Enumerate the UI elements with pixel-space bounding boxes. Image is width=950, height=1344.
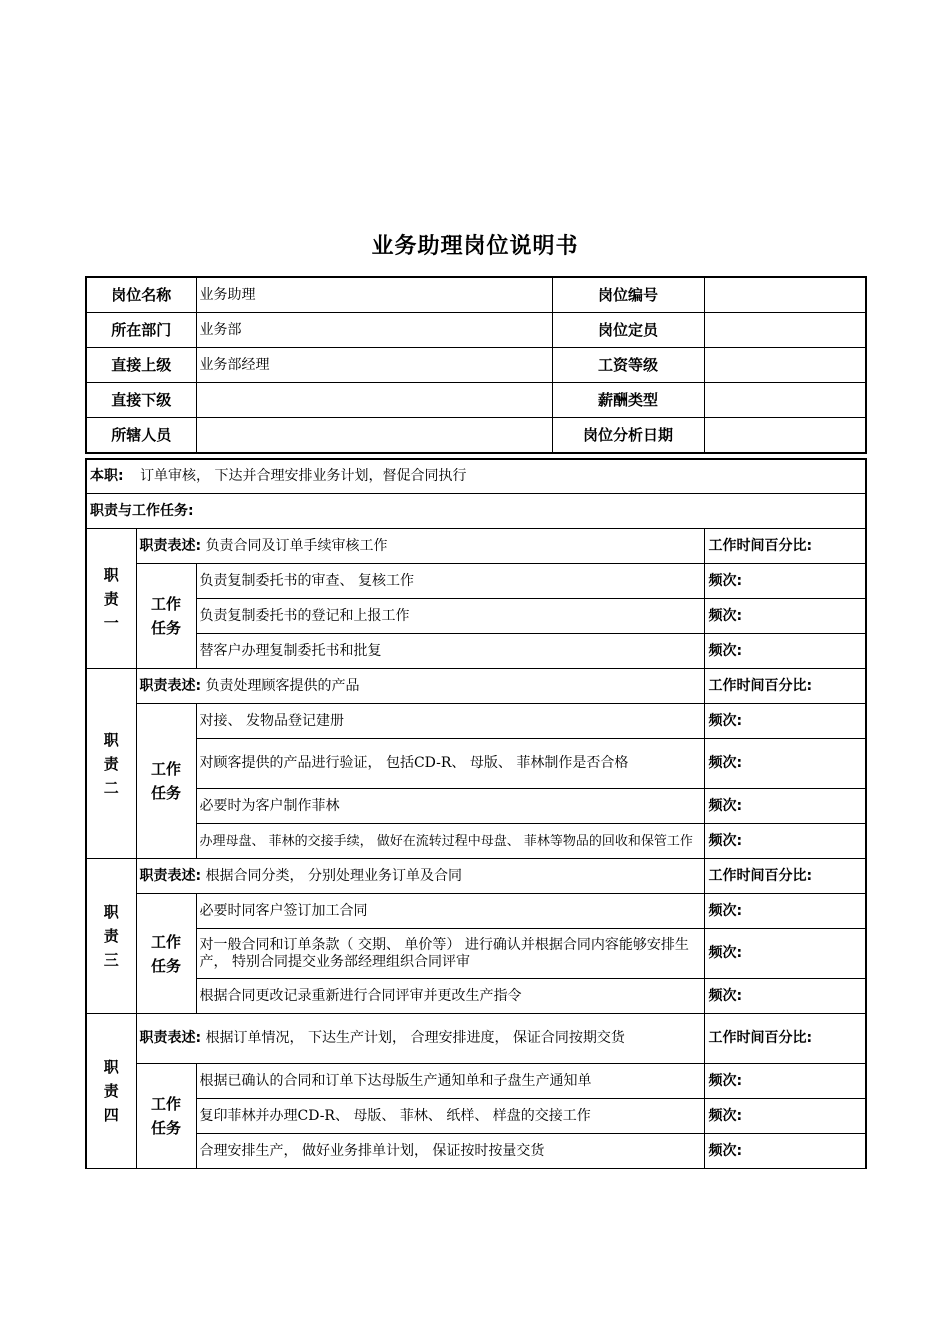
responsibility-3-name: 职 责 三 (86, 859, 136, 1014)
salary-grade-label: 工资等级 (552, 348, 704, 383)
percent-label: 工作时间百分比: (704, 859, 866, 894)
desc-label: 职责表述: (139, 1030, 202, 1046)
headcount-label: 岗位定员 (552, 313, 704, 348)
task-item: 根据已确认的合同和订单下达母版生产通知单和子盘生产通知单 (196, 1064, 704, 1099)
headcount-value (704, 313, 866, 348)
position-name-value: 业务助理 (196, 277, 552, 313)
department-value: 业务部 (196, 313, 552, 348)
table-row (86, 494, 866, 529)
task-item: 合理安排生产， 做好业务排单计划， 保证按时按量交货 (196, 1134, 704, 1169)
task-label: 工作 任务 (136, 564, 196, 669)
table-row (86, 669, 866, 704)
freq-label: 频次: (704, 894, 866, 929)
responsibility-1-name: 职 责 一 (86, 529, 136, 669)
freq-label: 频次: (704, 599, 866, 634)
task-item: 对一般合同和订单条款（ 交期、 单价等） 进行确认并根据合同内容能够安排生产， 特别合同提交业务部经理组织合同评审 (196, 929, 704, 979)
table-row (86, 1134, 866, 1169)
task-item: 办理母盘、 菲林的交接手续， 做好在流转过程中母盘、 菲林等物品的回收和保管工作 (196, 824, 704, 859)
table-row (86, 313, 866, 348)
table-row (86, 789, 866, 824)
table-row (86, 383, 866, 418)
freq-label: 频次: (704, 634, 866, 669)
subordinate-label: 直接下级 (86, 383, 196, 418)
section-label: 职责与工作任务: (86, 494, 866, 529)
task-item: 必要时同客户签订加工合同 (196, 894, 704, 929)
task-label: 工作 任务 (136, 1064, 196, 1169)
table-row (86, 564, 866, 599)
responsibilities-table (85, 458, 867, 1169)
desc-label: 职责表述: (139, 677, 202, 694)
task-item: 替客户办理复制委托书和批复 (196, 634, 704, 669)
table-row (86, 894, 866, 929)
freq-label: 频次: (704, 789, 866, 824)
staff-label: 所辖人员 (86, 418, 196, 454)
freq-label: 频次: (704, 1099, 866, 1134)
department-label: 所在部门 (86, 313, 196, 348)
analysis-date-label: 岗位分析日期 (552, 418, 704, 454)
supervisor-value: 业务部经理 (196, 348, 552, 383)
pay-type-label: 薪酬类型 (552, 383, 704, 418)
table-row (86, 859, 866, 894)
position-code-value (704, 277, 866, 313)
percent-label: 工作时间百分比: (704, 1014, 866, 1064)
analysis-date-value (704, 418, 866, 454)
table-row (86, 277, 866, 313)
task-label: 工作 任务 (136, 704, 196, 859)
task-item: 对接、 发物品登记建册 (196, 704, 704, 739)
supervisor-label: 直接上级 (86, 348, 196, 383)
freq-label: 频次: (704, 979, 866, 1014)
responsibility-3-desc: 根据合同分类， 分别处理业务订单及合同 (205, 867, 463, 884)
page-title: 业务助理岗位说明书 (371, 234, 579, 259)
position-code-label: 岗位编号 (552, 277, 704, 313)
task-item: 根据合同更改记录重新进行合同评审并更改生产指令 (196, 979, 704, 1014)
table-row (86, 704, 866, 739)
responsibility-4-name: 职 责 四 (86, 1014, 136, 1169)
pay-type-value (704, 383, 866, 418)
table-row (86, 1014, 866, 1064)
basic-info-table (85, 276, 867, 454)
responsibility-4-desc: 根据订单情况， 下达生产计划， 合理安排进度， 保证合同按期交货 (205, 1030, 625, 1046)
freq-label: 频次: (704, 1064, 866, 1099)
freq-label: 频次: (704, 1134, 866, 1169)
table-row (86, 634, 866, 669)
subordinate-value (196, 383, 552, 418)
staff-value (196, 418, 552, 454)
task-item: 对顾客提供的产品进行验证， 包括CD-R、 母版、 菲林制作是否合格 (196, 739, 704, 789)
table-row (86, 599, 866, 634)
table-row (86, 929, 866, 979)
table-row (86, 459, 866, 494)
table-row (86, 824, 866, 859)
task-item: 负责复制委托书的审查、 复核工作 (196, 564, 704, 599)
desc-label: 职责表述: (139, 537, 202, 554)
table-row (86, 1064, 866, 1099)
freq-label: 频次: (704, 564, 866, 599)
table-row (86, 529, 866, 564)
table-row (86, 418, 866, 454)
percent-label: 工作时间百分比: (704, 529, 866, 564)
responsibility-2-desc: 负责处理顾客提供的产品 (205, 677, 360, 694)
position-name-label: 岗位名称 (86, 277, 196, 313)
desc-label: 职责表述: (139, 867, 202, 884)
responsibility-2-name: 职 责 二 (86, 669, 136, 859)
task-label: 工作 任务 (136, 894, 196, 1014)
responsibility-1-desc: 负责合同及订单手续审核工作 (205, 537, 388, 554)
freq-label: 频次: (704, 929, 866, 979)
task-item: 负责复制委托书的登记和上报工作 (196, 599, 704, 634)
table-row (86, 1099, 866, 1134)
percent-label: 工作时间百分比: (704, 669, 866, 704)
table-row (86, 979, 866, 1014)
freq-label: 频次: (704, 824, 866, 859)
duty-text: 订单审核， 下达并合理安排业务计划，督促合同执行 (140, 468, 467, 484)
salary-grade-value (704, 348, 866, 383)
freq-label: 频次: (704, 739, 866, 789)
freq-label: 频次: (704, 704, 866, 739)
table-row (86, 348, 866, 383)
task-item: 必要时为客户制作菲林 (196, 789, 704, 824)
table-row (86, 739, 866, 789)
duty-label: 本职: (90, 468, 124, 484)
task-item: 复印菲林并办理CD-R、 母版、 菲林、 纸样、 样盘的交接工作 (196, 1099, 704, 1134)
